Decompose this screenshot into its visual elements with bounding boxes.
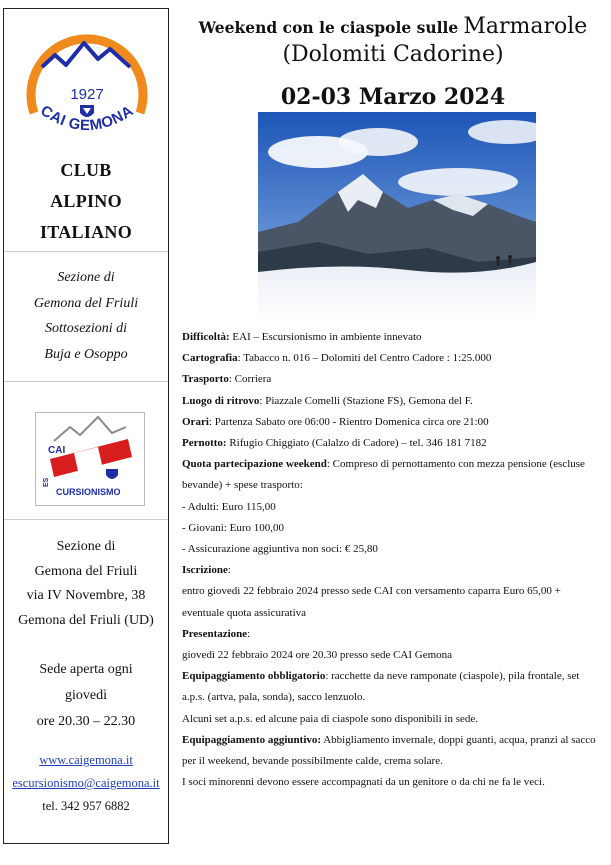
difficolta-label: Difficoltà: — [182, 331, 230, 343]
logo-year: 1927 — [70, 86, 104, 103]
escursionismo-logo-side: ES — [43, 477, 50, 487]
address-line: Sezione di — [56, 539, 116, 554]
section-info — [4, 265, 168, 367]
address-line: Gemona del Friuli — [34, 563, 138, 579]
event-date: 02-03 Marzo 2024 — [280, 84, 506, 110]
contacts — [4, 749, 168, 818]
trasporto-value: : Corriera — [228, 373, 272, 386]
orari-row — [182, 412, 602, 433]
mountain-photo — [258, 112, 536, 322]
equip-aggiuntivo-label: Equipaggiamento aggiuntivo: — [182, 733, 322, 746]
escursionismo-logo-bottom: CURSIONISMO — [56, 487, 121, 497]
event-details — [182, 327, 602, 793]
cartografia-row — [182, 348, 602, 369]
equip-obbligatorio-label: Equipaggiamento obbligatorio — [182, 670, 326, 683]
adulti-row: - Adulti: Euro 115,00 — [182, 500, 276, 513]
iscrizione-heading — [182, 560, 602, 581]
iscrizione-colon: : — [227, 564, 231, 577]
difficolta-row — [182, 327, 602, 348]
escursionismo-logo-graphic — [36, 413, 144, 505]
iscrizione-value: entro giovedì 22 febbraio 2024 presso sede CAI con versamento caparra Euro 65,00 + eventuale quota assicurativa — [182, 585, 561, 619]
address-line: via IV Novembre, 38 — [26, 588, 146, 603]
minorenni-note: I soci minorenni devono essere accompagnati da un genitore o da chi ne fa le veci. — [182, 776, 545, 789]
address-line: Gemona del Friuli (UD) — [18, 612, 154, 628]
pernotto-row — [182, 433, 602, 454]
equip-note: Alcuni set a.p.s. ed alcune paia di ciaspole sono disponibili in sede. — [182, 712, 479, 725]
giovani-row: - Giovani: Euro 100,00 — [182, 521, 285, 534]
cai-shield-icon — [106, 469, 118, 479]
orari-value: : Partenza Sabato ore 06:00 - Rientro Domenica circa ore 21:00 — [208, 415, 489, 428]
cai-gemona-logo — [22, 21, 152, 149]
email-link[interactable]: escursionismo@caigemona.it — [12, 776, 160, 790]
opening-hours — [4, 657, 168, 735]
quota-label: Quota partecipazione weekend — [182, 458, 327, 471]
presentazione-heading — [182, 624, 602, 645]
mountain-photo-graphic — [258, 112, 536, 322]
orari-label: Orari — [182, 415, 209, 428]
hours-line: Sede aperta ogni — [39, 662, 133, 677]
section-line: Sezione di — [57, 270, 115, 285]
ritrovo-row — [182, 391, 602, 412]
cai-escursionismo-logo — [35, 412, 145, 506]
cartografia-label: Cartografia — [182, 352, 238, 365]
pernotto-value: Rifugio Chiggiato (Calalzo di Cadore) – tel. 346 181 7182 — [226, 437, 487, 450]
club-name-line: ITALIANO — [39, 222, 133, 242]
divider — [4, 519, 168, 520]
page-subtitle: (Dolomiti Cadorine) — [282, 42, 504, 67]
address-block — [4, 535, 168, 633]
equip-obbligatorio-value: : racchette da neve ramponate (ciaspole), pila frontale, set a.p.s. (artva, pala, sonda), sacco lenzuolo. — [182, 670, 580, 704]
hours-line: ore 20.30 – 22.30 — [36, 714, 136, 729]
title-place: Marmarole — [463, 14, 588, 39]
cartografia-value: : Tabacco n. 016 – Dolomiti del Centro Cadore : 1:25.000 — [237, 352, 492, 365]
trasporto-label: Trasporto — [182, 373, 229, 386]
section-line: Sottosezioni di — [44, 321, 128, 336]
cai-gemona-logo-graphic — [22, 21, 152, 149]
hours-line: giovedì — [65, 688, 107, 703]
logo-text: CAI GEMONA — [37, 102, 137, 135]
page-title — [178, 14, 608, 39]
club-name — [4, 155, 168, 248]
quota-row — [182, 454, 602, 496]
difficolta-value: EAI – Escursionismo in ambiente innevato — [229, 331, 422, 343]
trasporto-row — [182, 369, 602, 390]
sidebar — [3, 8, 169, 844]
ritrovo-value: : Piazzale Comelli (Stazione FS), Gemona del F. — [259, 394, 473, 407]
phone-number: tel. 342 957 6882 — [42, 799, 130, 813]
assicurazione-row: - Assicurazione aggiuntiva non soci: € 25,80 — [182, 543, 378, 556]
ritrovo-label: Luogo di ritrovo — [182, 394, 260, 407]
divider — [4, 251, 168, 252]
pernotto-label: Pernotto: — [182, 437, 227, 450]
quota-value: : Compreso di pernottamento con mezza pensione (escluse bevande) + spese trasporto: — [182, 458, 585, 492]
section-line: Buja e Osoppo — [44, 346, 128, 362]
equip-aggiuntivo-value: Abbigliamento invernale, doppi guanti, acqua, pranzi al sacco per il weekend, bevande possibilmente calde, crema solare. — [182, 733, 596, 768]
club-name-line: ALPINO — [50, 191, 122, 211]
website-link[interactable]: www.caigemona.it — [39, 753, 133, 767]
equip-aggiuntivo-row — [182, 730, 602, 772]
iscrizione-label: Iscrizione — [182, 564, 228, 577]
escursionismo-logo-top: CAI — [48, 445, 66, 456]
presentazione-value: giovedì 22 febbraio 2024 ore 20.30 presso sede CAI Gemona — [182, 649, 453, 662]
presentazione-colon: : — [247, 627, 251, 640]
divider — [4, 381, 168, 382]
presentazione-label: Presentazione — [182, 627, 248, 640]
title-prefix: Weekend con le ciaspole sulle — [198, 18, 459, 37]
club-name-line: CLUB — [60, 160, 112, 180]
equip-obbligatorio-row — [182, 666, 602, 708]
section-line: Gemona del Friuli — [33, 295, 139, 311]
